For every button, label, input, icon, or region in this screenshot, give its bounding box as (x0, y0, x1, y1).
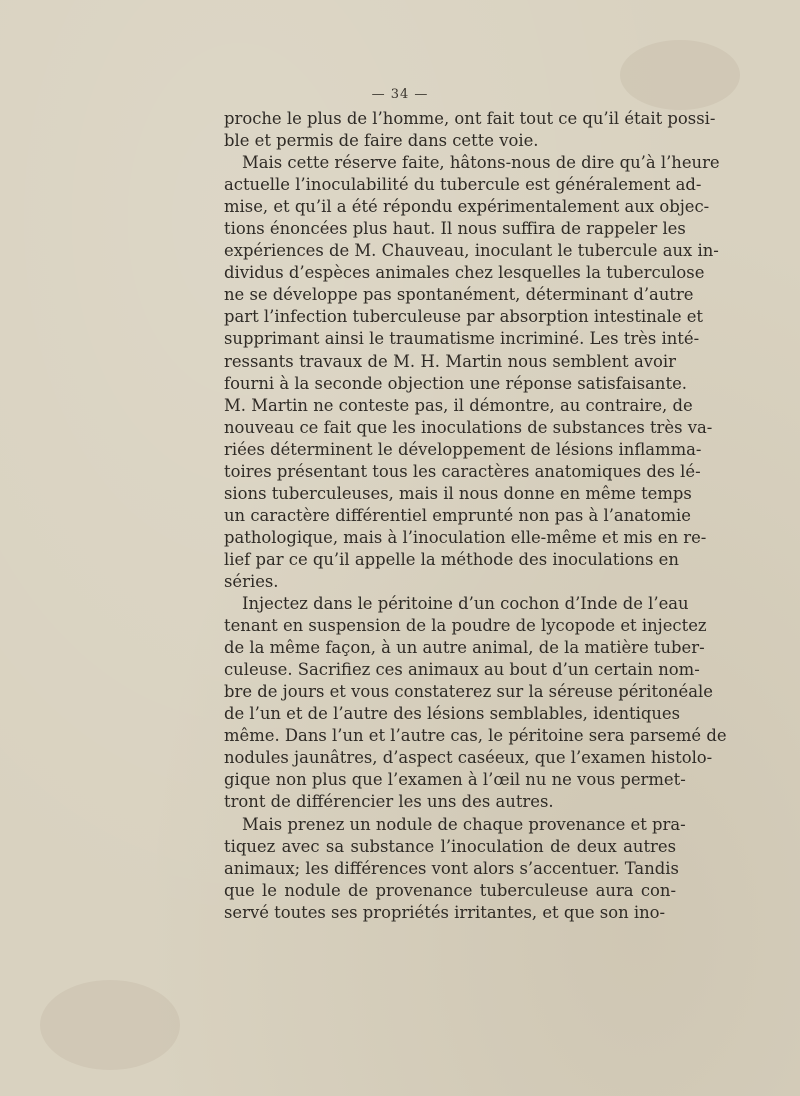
paragraph-p3 (224, 593, 727, 813)
text-line: Mais cette réserve faite, hâtons-nous de dire qu’à l’heure (242, 153, 720, 173)
text-line: servé toutes ses propriétés irritantes, et que son ino- (224, 902, 666, 922)
text-line: Injectez dans le péritoine d’un cochon d’Inde de l’eau (242, 594, 689, 614)
text-line: part l’infection tuberculeuse par absorption intestinale et (224, 307, 704, 327)
text-line: ressants travaux de M. H. Martin nous semblent avoir (224, 351, 676, 371)
text-line: nouveau ce fait que les inoculations de substances très va- (224, 417, 713, 437)
text-line: actuelle l’inoculabilité du tubercule est généralement ad- (224, 175, 702, 195)
text-line: ble et permis de faire dans cette voie. (224, 131, 539, 151)
text-line: gique non plus que l’examen à l’œil nu ne vous permet- (224, 770, 686, 790)
text-line: pathologique, mais à l’inoculation elle-même et mis en re- (224, 527, 707, 547)
text-line: de la même façon, à un autre animal, de la matière tuber- (224, 638, 705, 658)
text-line: ne se développe pas spontanément, déterminant d’autre (224, 285, 694, 305)
text-line: séries. (224, 571, 279, 591)
text-line: tions énoncées plus haut. Il nous suffira de rappeler les (224, 219, 686, 239)
page-number: — 34 — (371, 87, 429, 102)
text-line: tront de différencier les uns des autres. (224, 792, 554, 812)
text-line: tiquez avec sa substance l’inoculation de deux autres (224, 836, 676, 856)
text-line: dividus d’espèces animales chez lesquelles la tuberculose (224, 263, 705, 283)
paragraph-p2 (224, 152, 720, 593)
text-line: sions tuberculeuses, mais il nous donne en même temps (224, 483, 692, 503)
text-line: M. Martin ne conteste pas, il démontre, au contraire, de (224, 395, 693, 415)
text-line: toires présentant tous les caractères anatomiques des lé- (224, 461, 701, 481)
text-line: culeuse. Sacrifiez ces animaux au bout d’un certain nom- (224, 660, 700, 680)
text-line: fourni à la seconde objection une réponse satisfaisante. (224, 373, 687, 393)
paragraph-p4 (224, 814, 686, 924)
text-line: mise, et qu’il a été répondu expérimentalement aux objec- (224, 197, 710, 217)
text-line: de l’un et de l’autre des lésions semblables, identiques (224, 704, 681, 724)
text-line: lief par ce qu’il appelle la méthode des inoculations en (224, 549, 679, 569)
text-line: Mais prenez un nodule de chaque provenance et pra- (242, 814, 686, 834)
text-line: supprimant ainsi le traumatisme incriminé. Les très inté- (224, 329, 700, 349)
text-line: proche le plus de l’homme, ont fait tout ce qu’il était possi- (224, 109, 716, 128)
paragraph-p1 (224, 108, 716, 152)
body-text (224, 108, 727, 924)
text-line: que le nodule de provenance tuberculeuse aura con- (224, 880, 676, 900)
text-line: expériences de M. Chauveau, inoculant le tubercule aux in- (224, 241, 719, 261)
paper-stain (40, 980, 180, 1070)
text-line: riées déterminent le développement de lésions inflamma- (224, 439, 702, 459)
text-line: même. Dans l’un et l’autre cas, le péritoine sera parsemé de (224, 726, 727, 746)
text-line: nodules jaunâtres, d’aspect caséeux, que l’examen histolo- (224, 748, 713, 768)
text-line: bre de jours et vous constaterez sur la séreuse péritonéale (224, 682, 713, 702)
text-line: un caractère différentiel emprunté non pas à l’anatomie (224, 505, 691, 525)
text-line: tenant en suspension de la poudre de lycopode et injectez (224, 616, 707, 636)
text-line: animaux; les différences vont alors s’accentuer. Tandis (224, 858, 679, 878)
